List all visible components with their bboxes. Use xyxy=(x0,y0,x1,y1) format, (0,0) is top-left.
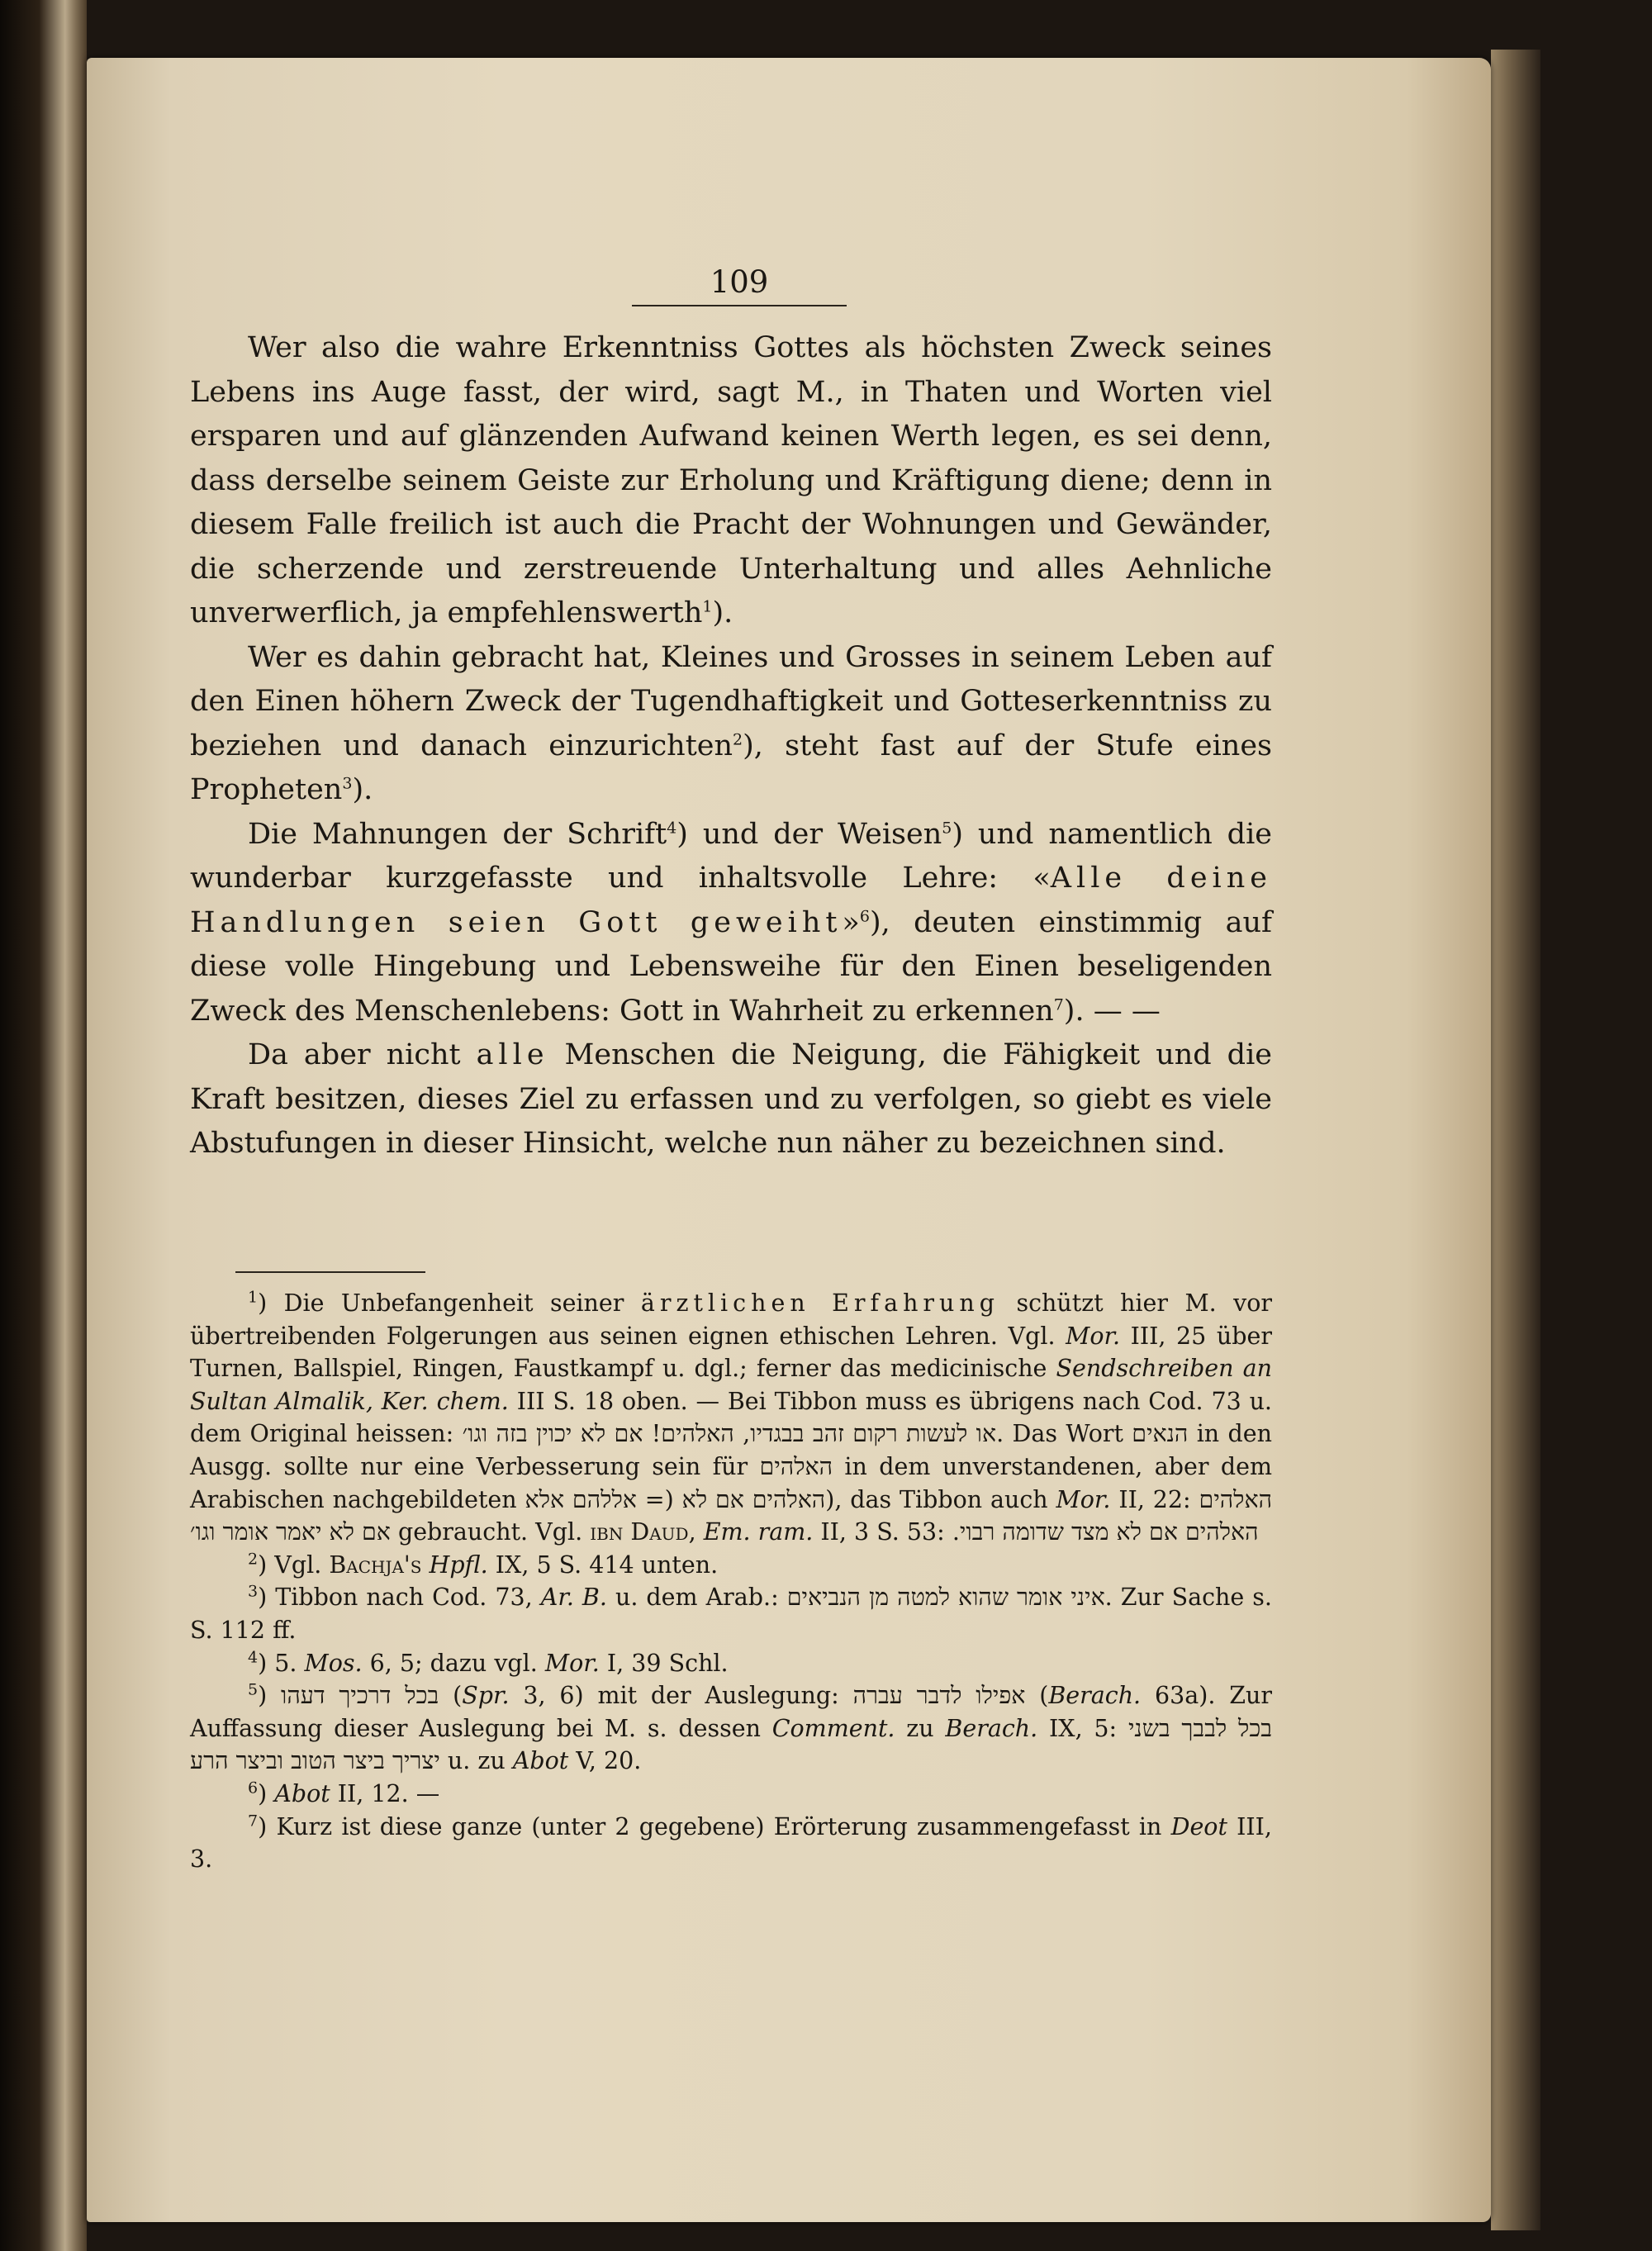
hebrew-text: האלהים אם לא xyxy=(681,1485,826,1513)
footnote-ref: 6 xyxy=(859,906,870,925)
text-run: ) Tibbon nach Cod. 73, xyxy=(258,1584,541,1612)
citation: Mor. xyxy=(1066,1322,1121,1350)
text-run: » xyxy=(842,905,860,939)
citation: Deot xyxy=(1170,1812,1227,1840)
text-run: 3, 6) mit der Auslegung: xyxy=(509,1682,853,1710)
footnote-mark: 4 xyxy=(248,1648,259,1667)
citation: Abot xyxy=(274,1779,330,1807)
text-run: ) Die Unbefangenheit seiner xyxy=(258,1289,641,1317)
text-run: zu xyxy=(895,1714,946,1742)
text-run: ). — — xyxy=(1063,994,1161,1028)
citation: Em. ram. xyxy=(703,1518,814,1546)
text-run: V, 20. xyxy=(568,1747,642,1775)
text-run: u. dem Arab.: xyxy=(606,1584,787,1612)
text-run: ) Kurz ist diese ganze (unter 2 gegebene) Erörterung zusammengefasst in xyxy=(258,1812,1171,1840)
footnotes xyxy=(190,1287,1272,1876)
citation: Abot xyxy=(512,1747,569,1775)
footnote-3 xyxy=(190,1581,1272,1646)
text-run: IX, 5: xyxy=(1037,1714,1128,1742)
hebrew-text: הנאים xyxy=(1132,1420,1189,1448)
footnote-ref: 4 xyxy=(667,818,677,837)
text-run: ) 5. xyxy=(258,1649,305,1677)
footnote-mark: 6 xyxy=(248,1778,259,1797)
text-run: ) xyxy=(258,1779,275,1807)
footnote-5 xyxy=(190,1679,1272,1778)
footnote-mark: 5 xyxy=(248,1680,259,1699)
spaced-text: ärztlichen Erfahrung xyxy=(640,1289,1000,1317)
paragraph-1 xyxy=(190,326,1272,636)
text-run: ). xyxy=(712,596,733,629)
text-run: III S. 18 oben. — Bei Tibbon muss es übrigens nach Cod. 73 u. dem Original heissen: xyxy=(190,1387,1272,1448)
hebrew-text: איני אומר שהוא למטה מן הנביאים xyxy=(786,1584,1105,1612)
hebrew-text: האלהים אם לא מצד שדומה רבוי. xyxy=(952,1518,1259,1546)
main-text xyxy=(190,326,1272,1166)
footnote-6 xyxy=(190,1778,1272,1811)
text-run: , xyxy=(688,1518,704,1546)
footnote-ref: 5 xyxy=(942,818,952,837)
text-run: ) und namentlich die wunderbar kurzgefasste und inhaltsvolle Lehre: « xyxy=(190,817,1272,895)
text-run xyxy=(421,1551,429,1579)
footnote-mark: 1 xyxy=(248,1288,259,1307)
footnote-mark: 3 xyxy=(248,1582,259,1601)
text-run: IX, 5 S. 414 unten. xyxy=(487,1551,719,1579)
text-run: ) Vgl. xyxy=(258,1551,330,1579)
text-run: II, 12. — xyxy=(330,1779,440,1807)
text-run: Wer also die wahre Erkenntniss Gottes als höchsten Zweck seines Lebens ins Auge fasst, der wird, sagt M., in Thaten und Worten viel ersparen und auf glänzenden Aufwand keinen Werth legen, es sei denn, dass derselbe seinem Geiste zur Erholung und Kräftigung diene; denn in diesem Falle freilich ist auch die Pracht der Wohnungen und Gewänder, die scherzende und zerstreuende Unterhaltung und alles Aehnliche unverwerflich, ja empfehlenswerth xyxy=(190,331,1272,629)
citation: Spr. xyxy=(462,1682,510,1710)
hebrew-text: אפילו לדבר עברה xyxy=(852,1682,1026,1710)
text-run: Menschen die Neigung, die Fähigkeit und die Kraft besitzen, dieses Ziel zu erfassen und zu verfolgen, so giebt es viele Abstufungen in dieser Hinsicht, welche nun näher zu bezeichnen sind. xyxy=(190,1038,1272,1160)
citation: Hpfl. xyxy=(429,1551,488,1579)
spaced-quote: Alle deine Handlungen seien Gott geweiht xyxy=(190,862,1272,939)
text-run: in dem unverstandenen, aber dem Arabischen nachgebildeten xyxy=(190,1452,1272,1513)
citation: Ar. B. xyxy=(540,1584,607,1612)
paragraph-4 xyxy=(190,1033,1272,1166)
text-run: in den Ausgg. sollte nur eine Verbesserung sein für xyxy=(190,1420,1272,1480)
left-page-edge xyxy=(0,0,87,2251)
footnote-ref: 2 xyxy=(733,729,743,748)
footnote-1 xyxy=(190,1287,1272,1549)
text-run: ) xyxy=(258,1682,282,1710)
text-run: II, 22: xyxy=(1110,1485,1199,1513)
citation: Mos. xyxy=(304,1649,363,1677)
hebrew-text: האלהים אם לא יאמר אומר וגו׳ xyxy=(190,1485,1273,1546)
spaced-word: alle xyxy=(476,1038,549,1071)
text-run: ), das Tibbon auch xyxy=(825,1485,1056,1513)
footnote-4 xyxy=(190,1647,1272,1680)
text-run: u. zu xyxy=(439,1747,513,1775)
citation: Mor. xyxy=(544,1649,600,1677)
text-run: Da aber nicht xyxy=(248,1038,477,1071)
right-page-edge xyxy=(1491,50,1540,2230)
citation: Mor. xyxy=(1056,1485,1111,1513)
footnote-2 xyxy=(190,1549,1272,1582)
text-run: ), deuten einstimmig auf diese volle Hingebung und Lebensweihe für den Einen beseligenden Zweck des Menschenlebens: Gott in Wahrheit zu erkennen xyxy=(190,905,1272,1028)
text-run: ), steht fast auf der Stufe eines Propheten xyxy=(190,729,1273,806)
paragraph-3 xyxy=(190,813,1272,1034)
text-run: Wer es dahin gebracht hat, Kleines und Grosses in seinem Leben auf den Einen höhern Zweck der Tugendhaftigkeit und Gotteserkenntniss zu beziehen und danach einzurichten xyxy=(190,640,1272,762)
text-run: II, 3 S. 53: xyxy=(813,1518,952,1546)
hebrew-text: אללהם אלא xyxy=(525,1485,637,1513)
hebrew-text: האלהים xyxy=(759,1452,833,1480)
text-run: I, 39 Schl. xyxy=(599,1649,729,1677)
page-number: 109 xyxy=(632,264,847,306)
citation: Comment. xyxy=(771,1714,895,1742)
text-run: ). xyxy=(352,773,373,806)
footnote-mark: 7 xyxy=(248,1812,259,1830)
footnote-separator xyxy=(235,1271,425,1273)
text-run: 63a). Zur Auffassung dieser Auslegung bei M. s. dessen xyxy=(190,1682,1272,1742)
text-run: . Zur Sache s. S. 112 ff. xyxy=(190,1584,1272,1644)
footnote-ref: 3 xyxy=(342,774,353,793)
author-name: Bachja's xyxy=(329,1551,422,1579)
citation: Berach. xyxy=(945,1714,1038,1742)
citation: Sendschreiben an Sultan Almalik, Ker. chem. xyxy=(190,1355,1272,1415)
paragraph-2 xyxy=(190,636,1272,813)
text-run: Die Mahnungen der Schrift xyxy=(248,817,667,851)
text-run: ( xyxy=(1025,1682,1049,1710)
text-run: (= xyxy=(636,1485,682,1513)
hebrew-text: בכל לבבך בשני יצריך ביצר הטוב וביצר הרע xyxy=(190,1714,1272,1775)
text-run: schützt hier M. vor übertreibenden Folgerungen aus seinen eignen ethischen Lehren. Vgl. xyxy=(190,1289,1273,1350)
hebrew-text: בכל דרכיך דעהו xyxy=(281,1682,439,1710)
text-run: III, 25 über Turnen, Ballspiel, Ringen, Faustkampf u. dgl.; ferner das medicinische xyxy=(190,1322,1272,1383)
footnote-mark: 2 xyxy=(248,1550,259,1569)
text-run: ( xyxy=(439,1682,463,1710)
footnote-ref: 1 xyxy=(702,597,713,616)
book-page xyxy=(87,58,1491,2222)
text-run: ) und der Weisen xyxy=(676,817,942,851)
citation: Berach. xyxy=(1048,1682,1142,1710)
text-run: III, 3. xyxy=(190,1812,1272,1873)
text-run: gebraucht. Vgl. xyxy=(390,1518,591,1546)
hebrew-text: או לעשות רקום זהב בבגדיו, האלהים! אם לא יכוין בזה וגו׳ xyxy=(462,1420,997,1448)
author-name: ibn Daud xyxy=(590,1518,689,1546)
text-run: 6, 5; dazu vgl. xyxy=(362,1649,545,1677)
text-run: . Das Wort xyxy=(996,1420,1132,1448)
footnote-7 xyxy=(190,1811,1272,1876)
footnote-ref: 7 xyxy=(1053,995,1064,1014)
